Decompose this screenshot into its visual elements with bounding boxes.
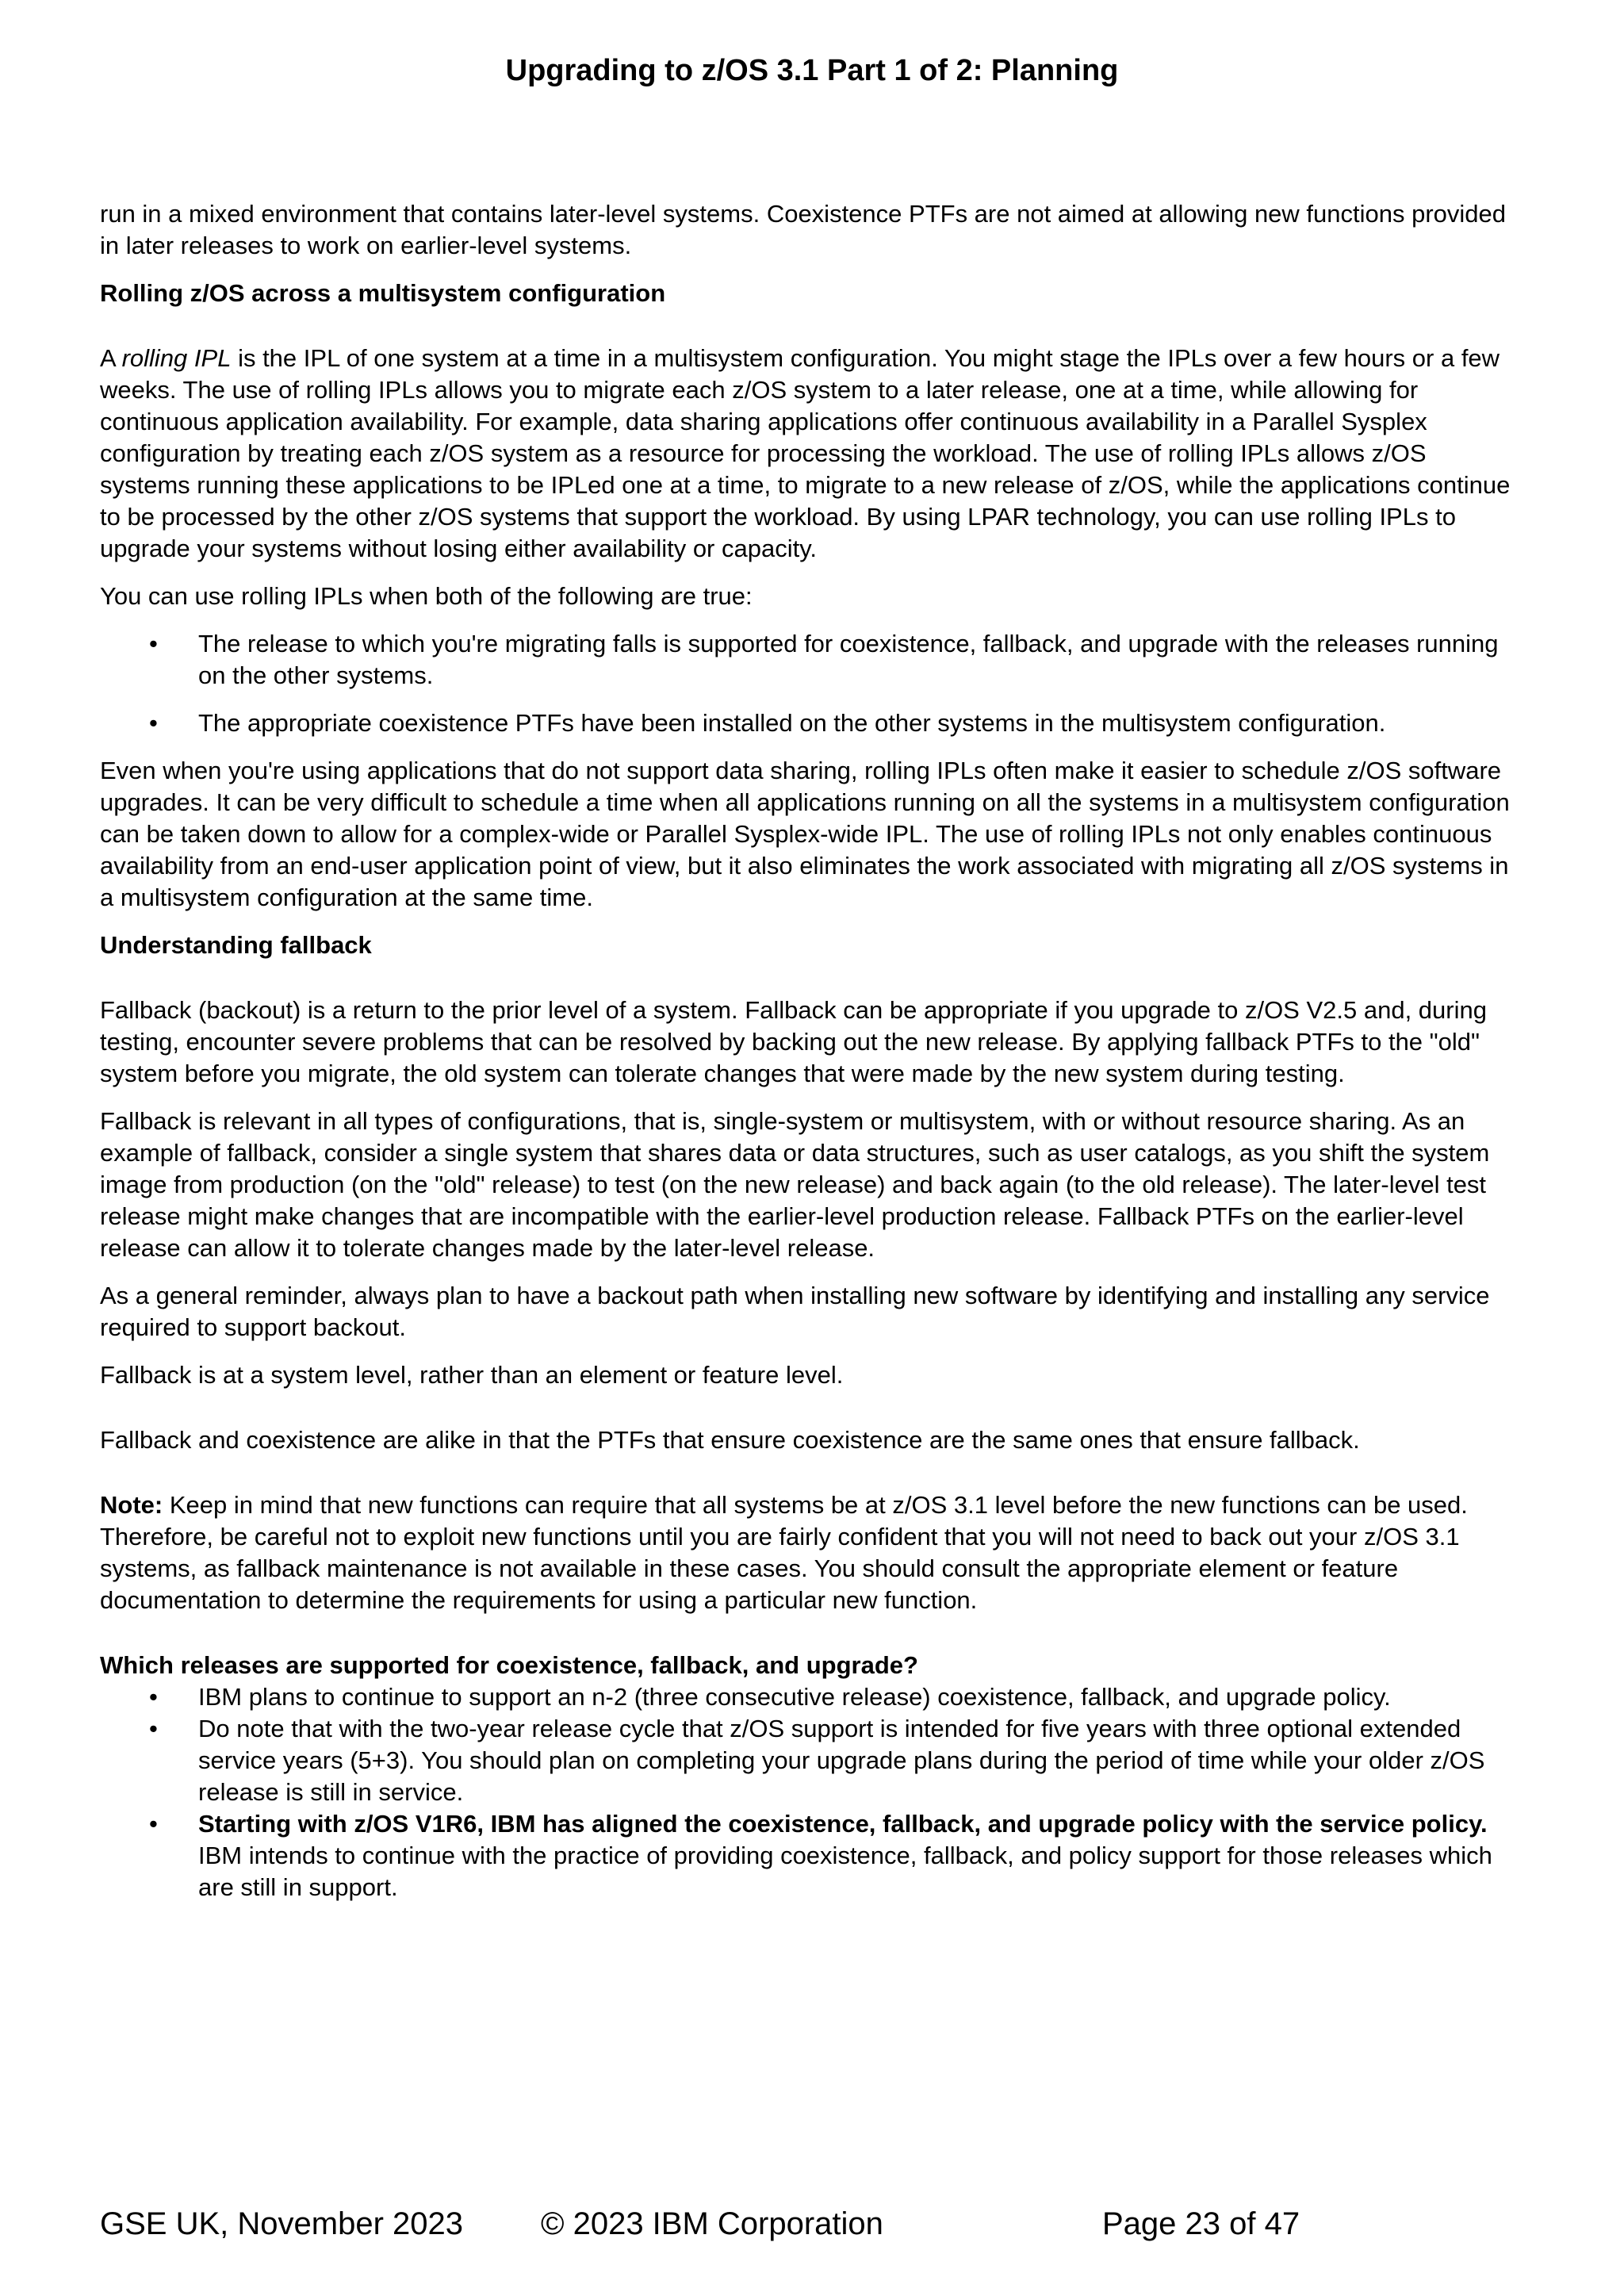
list-item-bold-text: Starting with z/OS V1R6, IBM has aligned the coexistence, fallback, and upgrade policy with the service policy. — [198, 1810, 1488, 1838]
list-item — [100, 1681, 1511, 1713]
heading-rolling: Rolling z/OS across a multisystem configuration — [100, 279, 666, 307]
page-body — [100, 198, 1511, 1919]
bullet-icon: • — [149, 709, 158, 737]
page-title: Upgrading to z/OS 3.1 Part 1 of 2: Planning — [505, 54, 1119, 87]
list-item — [100, 628, 1511, 692]
list-item — [100, 1808, 1511, 1903]
fallback-paragraph-4: Fallback is at a system level, rather than an element or feature level. — [100, 1361, 844, 1389]
rolling-text-b: is the IPL of one system at a time in a multisystem configuration. You might stage the IPLs over a few hours or a few weeks. The use of rolling IPLs allows you to migrate each z/OS system to a later release, one at a time, while allowing for continuous application availability. For example, data sharing applications offer continuous availability in a Parallel Sysplex configuration by treating each z/OS system as a resource for processing the workload. The use of rolling IPLs allows z/OS systems running these applications to be IPLed one at a time, to migrate to a new release of z/OS, while the applications continue to be processed by the other z/OS systems that support the workload. By using LPAR technology, you can use rolling IPLs to upgrade your systems without losing either availability or capacity. — [100, 344, 1511, 562]
note-paragraph — [100, 1489, 1511, 1616]
bullet-icon: • — [149, 1683, 158, 1711]
releases-policy-list — [100, 1681, 1511, 1903]
list-item-text: Do note that with the two-year release cycle that z/OS support is intended for five years with three optional extended service years (5+3). You should plan on completing your upgrade plans during the period of time while your older z/OS release is still in service. — [198, 1715, 1485, 1806]
note-label: Note: — [100, 1491, 163, 1519]
rolling-paragraph-2: You can use rolling IPLs when both of the following are true: — [100, 582, 753, 610]
list-item-text: IBM plans to continue to support an n-2 (three consecutive release) coexistence, fallback, and upgrade policy. — [198, 1683, 1391, 1711]
list-item-text: The appropriate coexistence PTFs have been installed on the other systems in the multisystem configuration. — [198, 709, 1386, 737]
rolling-ipl-term: rolling IPL — [121, 344, 232, 372]
footer-page-number: Page 23 of 47 — [1102, 2206, 1300, 2241]
list-item — [100, 707, 1511, 739]
heading-which-releases: Which releases are supported for coexistence, fallback, and upgrade? — [100, 1651, 918, 1679]
footer-copyright: © 2023 IBM Corporation — [541, 2206, 883, 2241]
rolling-text-a: A — [100, 344, 122, 372]
list-item-text: IBM intends to continue with the practice of providing coexistence, fallback, and policy support for those releases which are still in support. — [198, 1842, 1492, 1901]
rolling-paragraph-3: Even when you're using applications that do not support data sharing, rolling IPLs often make it easier to schedule z/OS software upgrades. It can be very difficult to schedule a time when all applications running on all the systems in a multisystem configuration can be taken down to allow for a complex-wide or Parallel Sysplex-wide IPL. The use of rolling IPLs not only enables continuous availability from an end-user application point of view, but it also eliminates the work associated with migrating all z/OS systems in a multisystem configuration at the same time. — [100, 757, 1510, 911]
bullet-icon: • — [149, 630, 158, 657]
heading-fallback: Understanding fallback — [100, 931, 372, 959]
bullet-icon: • — [149, 1810, 158, 1838]
rolling-paragraph-1 — [100, 343, 1511, 565]
note-text: Keep in mind that new functions can require that all systems be at z/OS 3.1 level before the new functions can be used. Therefore, be careful not to exploit new functions until you are fairly confident that you will not need to back out your z/OS 3.1 systems, as fallback maintenance is not available in these cases. You should consult the appropriate element or feature documentation to determine the requirements for using a particular new function. — [100, 1491, 1468, 1614]
rolling-conditions-list — [100, 628, 1511, 739]
fallback-paragraph-3: As a general reminder, always plan to have a backout path when installing new software by identifying and installing any service required to support backout. — [100, 1282, 1490, 1341]
fallback-paragraph-1: Fallback (backout) is a return to the prior level of a system. Fallback can be appropriate if you upgrade to z/OS V2.5 and, during testing, encounter severe problems that can be resolved by backing out the new release. By applying fallback PTFs to the "old" system before you migrate, the old system can tolerate changes that were made by the new system during testing. — [100, 996, 1487, 1087]
list-item-text: The release to which you're migrating falls is supported for coexistence, fallback, and upgrade with the releases running on the other systems. — [198, 630, 1499, 689]
bullet-icon: • — [149, 1715, 158, 1742]
footer-event: GSE UK, November 2023 — [100, 2206, 463, 2241]
list-item — [100, 1713, 1511, 1808]
fallback-paragraph-2: Fallback is relevant in all types of configurations, that is, single-system or multisystem, with or without resource sharing. As an example of fallback, consider a single system that shares data or data structures, such as user catalogs, as you shift the system image from production (on the "old" release) to test (on the new release) and back again (to the old release). The later-level test release might make changes that are incompatible with the earlier-level production release. Fallback PTFs on the earlier-level release can allow it to tolerate changes made by the later-level release. — [100, 1107, 1490, 1262]
fallback-paragraph-5: Fallback and coexistence are alike in that the PTFs that ensure coexistence are the same ones that ensure fallback. — [100, 1426, 1360, 1454]
intro-paragraph: run in a mixed environment that contains later-level systems. Coexistence PTFs are not aimed at allowing new functions provided in later releases to work on earlier-level systems. — [100, 200, 1507, 259]
